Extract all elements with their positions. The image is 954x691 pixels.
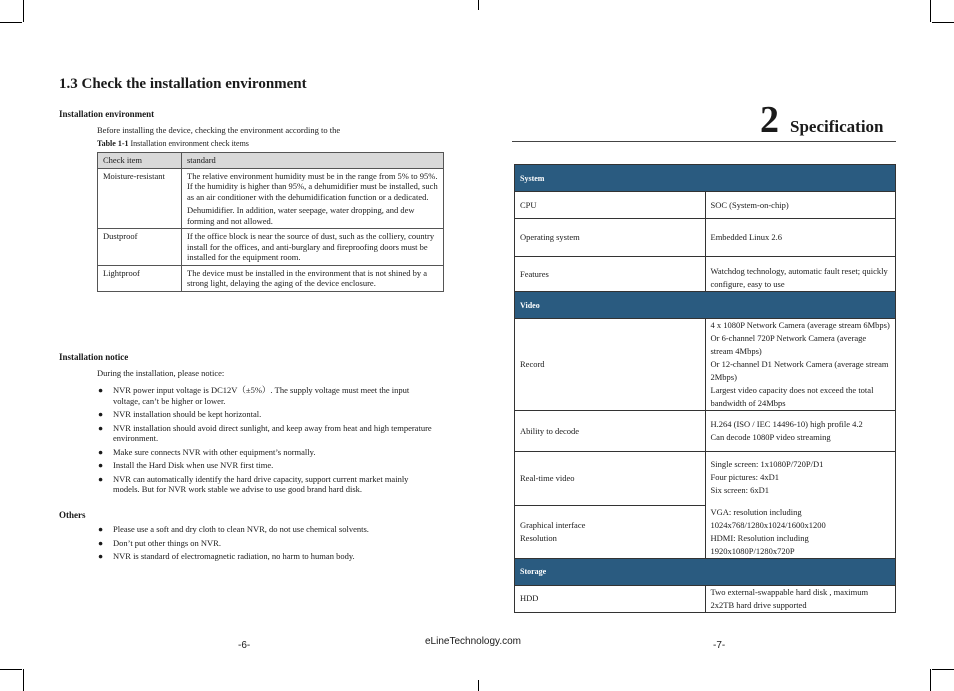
crop-mark	[478, 0, 479, 10]
table-row	[515, 257, 896, 292]
chapter-number: 2	[760, 99, 779, 141]
spec-value	[705, 411, 896, 452]
table-row	[515, 411, 896, 452]
crop-mark	[478, 680, 479, 691]
page-number-left: -6-	[238, 640, 251, 651]
chapter-title: Specification	[790, 117, 884, 136]
crop-mark	[930, 0, 931, 22]
check-item-cell: Moisture-resistant	[98, 168, 182, 229]
list-item	[97, 551, 437, 562]
bullet-icon: ●	[98, 422, 104, 433]
bullet-icon: ●	[98, 409, 104, 419]
spec-label: Features	[515, 257, 706, 292]
installation-environment-heading: Installation environment	[59, 109, 155, 119]
column-header-check-item: Check item	[98, 153, 182, 169]
column-header-standard: standard	[182, 153, 444, 169]
table-caption	[97, 139, 249, 148]
spec-line: Largest video capacity does not exceed the total bandwidth of 24Mbps	[710, 385, 874, 408]
installation-notice-intro: During the installation, please notice:	[97, 368, 225, 378]
bullet-icon: ●	[98, 524, 104, 534]
spec-value: SOC (System-on-chip)	[705, 192, 896, 219]
installation-notice-heading: Installation notice	[59, 352, 129, 362]
spec-label: CPU	[515, 192, 706, 219]
spec-line: HDMI: Resolution including 1920x1080P/1280x720P	[710, 532, 809, 556]
spec-line: Can decode 1080P video streaming	[710, 432, 831, 442]
spec-label: Operating system	[515, 219, 706, 257]
check-item-cell: Dustproof	[98, 229, 182, 266]
standard-cell: If the office block is near the source of dust, such as the colliery, country install for the offices, and anti-burglary and fireproofing doors must be installed for the equipment room.	[182, 229, 444, 266]
spec-line: Four pictures: 4xD1	[710, 472, 779, 482]
spec-line: VGA: resolution including 1024x768/1280x1024/1600x1200	[710, 506, 826, 530]
footer-website: eLineTechnology.com	[425, 636, 521, 647]
table-caption-text: Installation environment check items	[130, 139, 249, 148]
list-item-text: NVR installation should avoid direct sunlight, and keep away from heat and high temperature environment.	[113, 422, 432, 443]
spec-line: 4 x 1080P Network Camera (average stream 6Mbps)	[710, 320, 890, 330]
spec-value	[705, 506, 896, 559]
list-item	[97, 524, 437, 535]
bullet-icon: ●	[98, 537, 104, 548]
list-item-text: Don’t put other things on NVR.	[113, 537, 221, 548]
list-item	[97, 460, 437, 471]
crop-mark	[930, 669, 931, 691]
spec-line: H.264 (ISO / IEC 14496-10) high profile 4.2	[710, 419, 863, 429]
installation-environment-intro: Before installing the device, checking the environment according to the	[97, 125, 341, 135]
section-band-video	[515, 292, 896, 319]
section-band-system	[515, 165, 896, 192]
list-item	[97, 409, 437, 420]
spec-line: Single screen: 1x1080P/720P/D1	[710, 459, 824, 469]
standard-cell: The device must be installed in the environment that is not shined by a strong light, delaying the aging of the device enclosure.	[182, 265, 444, 291]
crop-mark	[0, 669, 22, 670]
spec-label: Record	[515, 319, 706, 411]
bullet-icon: ●	[98, 473, 104, 484]
table-row	[515, 219, 896, 257]
bullet-icon: ●	[98, 460, 104, 470]
spec-value: Embedded Linux 2.6	[705, 219, 896, 257]
spec-line: Or 12-channel D1 Network Camera (average stream 2Mbps)	[710, 359, 889, 382]
spec-label	[515, 506, 706, 559]
section-label: Video	[515, 292, 896, 319]
list-item-text: Make sure connects NVR with other equipment’s normally.	[113, 446, 316, 457]
table-header-row	[98, 153, 444, 169]
table-caption-label: Table 1-1	[97, 139, 129, 148]
chapter-rule	[512, 141, 896, 142]
crop-mark	[932, 669, 954, 670]
spec-label: HDD	[515, 585, 706, 612]
crop-mark	[23, 0, 24, 22]
table-row	[515, 452, 896, 506]
spec-value: Watchdog technology, automatic fault reset; quickly configure, easy to use	[705, 257, 896, 292]
list-item	[97, 447, 437, 458]
section-label: System	[515, 165, 896, 192]
list-item-text: NVR can automatically identify the hard drive capacity, support current market mainly models. But for NVR work stable we advise to use good brand hard disk.	[113, 473, 409, 494]
table-row	[515, 192, 896, 219]
standard-paragraph: The relative environment humidity must be in the range from 5% to 95%. If the humidity is higher than 95%, a dehumidifier must be installed, such as an air conditioner with the dehumidification function or a dedicated.	[187, 170, 438, 202]
list-item-text: NVR installation should be kept horizontal.	[113, 409, 262, 419]
list-item	[97, 385, 437, 406]
specification-table	[514, 164, 896, 613]
installation-notice-list	[97, 385, 437, 498]
standard-paragraph: Dehumidifier. In addition, water seepage, water dropping, and dew forming and not allowed.	[187, 205, 415, 226]
bullet-icon: ●	[98, 385, 104, 395]
list-item-text: NVR power input voltage is DC12V（±5%）. The supply voltage must meet the input voltage, can’t be higher or lower.	[113, 385, 410, 406]
list-item-text: Please use a soft and dry cloth to clean NVR, do not use chemical solvents.	[113, 524, 369, 534]
spec-value	[705, 319, 896, 411]
table-row	[515, 585, 896, 612]
spec-label-line: Graphical interface	[520, 519, 586, 530]
list-item	[97, 474, 437, 495]
spec-label: Real-time video	[515, 452, 706, 506]
others-list	[97, 524, 437, 565]
table-row	[98, 265, 444, 291]
list-item-text: Install the Hard Disk when use NVR first time.	[113, 460, 274, 470]
table-row	[515, 506, 896, 559]
crop-mark	[0, 22, 22, 23]
table-row	[98, 229, 444, 266]
crop-mark	[23, 669, 24, 691]
table-row	[515, 319, 896, 411]
list-item	[97, 538, 437, 549]
section-label: Storage	[515, 558, 896, 585]
others-heading: Others	[59, 510, 86, 520]
check-item-cell: Lightproof	[98, 265, 182, 291]
section-title: 1.3 Check the installation environment	[59, 76, 307, 92]
spec-line: Or 6-channel 720P Network Camera (average stream 4Mbps)	[710, 333, 867, 356]
spec-value: Two external-swappable hard disk , maximum 2x2TB hard drive supported	[705, 585, 896, 612]
crop-mark	[932, 22, 954, 23]
spec-line: Six screen: 6xD1	[710, 485, 770, 495]
list-item	[97, 423, 437, 444]
page-number-right: -7-	[713, 640, 726, 651]
spec-value	[705, 452, 896, 506]
spec-label-line: Resolution	[520, 533, 557, 544]
spec-label: Ability to decode	[515, 411, 706, 452]
standard-cell	[182, 168, 444, 229]
environment-check-table	[97, 152, 444, 292]
bullet-icon: ●	[98, 446, 104, 457]
section-band-storage	[515, 558, 896, 585]
list-item-text: NVR is standard of electromagnetic radiation, no harm to human body.	[113, 551, 355, 561]
bullet-icon: ●	[98, 551, 104, 561]
table-row	[98, 168, 444, 229]
